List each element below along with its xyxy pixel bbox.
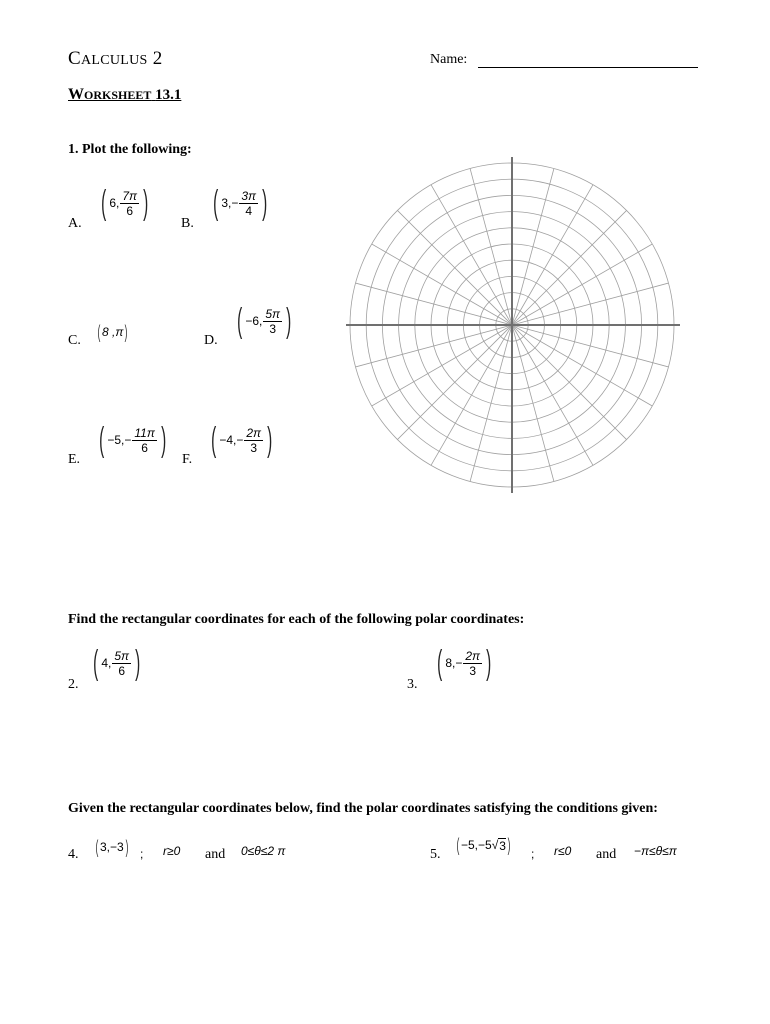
item-4-label: 4. bbox=[68, 847, 79, 862]
question-1-prompt: 1. Plot the following: bbox=[68, 142, 192, 157]
item-d-label: D. bbox=[204, 333, 218, 348]
item-4-separator: ; bbox=[140, 847, 144, 861]
item-5-condition-r: r≤0 bbox=[554, 844, 572, 858]
section-3-heading: Given the rectangular coordinates below, find the polar coordinates satisfying the conditions given: bbox=[68, 801, 658, 816]
item-c-label: C. bbox=[68, 333, 81, 348]
polar-spoke bbox=[431, 185, 512, 325]
item-d-coord: ( −6, $\frac{5\pi}{3}$ ) bbox=[237, 302, 292, 340]
polar-spoke bbox=[512, 325, 668, 367]
polar-spoke bbox=[397, 210, 512, 325]
item-a-coord: ( 6, $\frac{7\pi}{6}$ ) bbox=[101, 184, 149, 222]
polar-spoke bbox=[470, 169, 512, 325]
item-3-label: 3. bbox=[407, 677, 418, 692]
name-label: Name: bbox=[430, 52, 468, 67]
polar-spoke bbox=[431, 325, 512, 465]
polar-graph-paper[interactable] bbox=[346, 155, 680, 495]
worksheet-subtitle: WORKSHEET 13.1 bbox=[68, 86, 182, 103]
item-5-condition-theta: −π≤θ≤π bbox=[634, 844, 677, 858]
item-f-label: F. bbox=[182, 452, 193, 467]
item-c-coord: ( 8 ,π ) bbox=[97, 322, 128, 342]
polar-spoke bbox=[512, 325, 627, 440]
item-e-coord: ( −5,− $\frac{11\pi}{6}$ ) bbox=[99, 421, 167, 459]
polar-axes bbox=[346, 157, 680, 493]
item-4-condition-r: r≥0 bbox=[163, 844, 181, 858]
item-5-point: ( −5,−5 √ 3 ) bbox=[456, 835, 511, 855]
item-4-condition-theta: 0≤θ≤2 π bbox=[241, 844, 286, 858]
polar-spoke bbox=[512, 325, 554, 481]
polar-spoke bbox=[512, 185, 593, 325]
item-e-label: E. bbox=[68, 452, 81, 467]
item-3-coord: ( 8,− $\frac{2\pi}{3}$ ) bbox=[437, 644, 492, 682]
item-2-coord: ( 4, $\frac{5\pi}{6}$ ) bbox=[93, 644, 141, 682]
item-5-and: and bbox=[596, 847, 617, 862]
polar-spoke bbox=[512, 210, 627, 325]
worksheet-title: CALCULUS 2 bbox=[68, 48, 163, 69]
polar-spoke bbox=[512, 283, 668, 325]
item-b-coord: ( 3,− $\frac{3\pi}{4}$ ) bbox=[213, 184, 268, 222]
item-2-label: 2. bbox=[68, 677, 79, 692]
item-b-label: B. bbox=[181, 216, 194, 231]
polar-spoke bbox=[372, 244, 512, 325]
section-2-heading: Find the rectangular coordinates for each of the following polar coordinates: bbox=[68, 612, 525, 627]
item-f-coord: ( −4,− $\frac{2\pi}{3}$ ) bbox=[211, 421, 273, 459]
polar-spoke bbox=[372, 325, 512, 406]
polar-spoke bbox=[356, 325, 512, 367]
polar-spoke bbox=[512, 325, 652, 406]
polar-spoke bbox=[356, 283, 512, 325]
polar-spoke bbox=[512, 169, 554, 325]
item-5-label: 5. bbox=[430, 847, 441, 862]
item-a-label: A. bbox=[68, 216, 82, 231]
item-5-separator: ; bbox=[531, 847, 535, 861]
item-4-point: ( 3,−3 ) bbox=[95, 837, 129, 857]
polar-spoke bbox=[512, 325, 593, 465]
item-4-and: and bbox=[205, 847, 226, 862]
polar-spoke bbox=[512, 244, 652, 325]
name-field[interactable] bbox=[478, 67, 698, 68]
polar-spoke bbox=[470, 325, 512, 481]
polar-spoke bbox=[397, 325, 512, 440]
